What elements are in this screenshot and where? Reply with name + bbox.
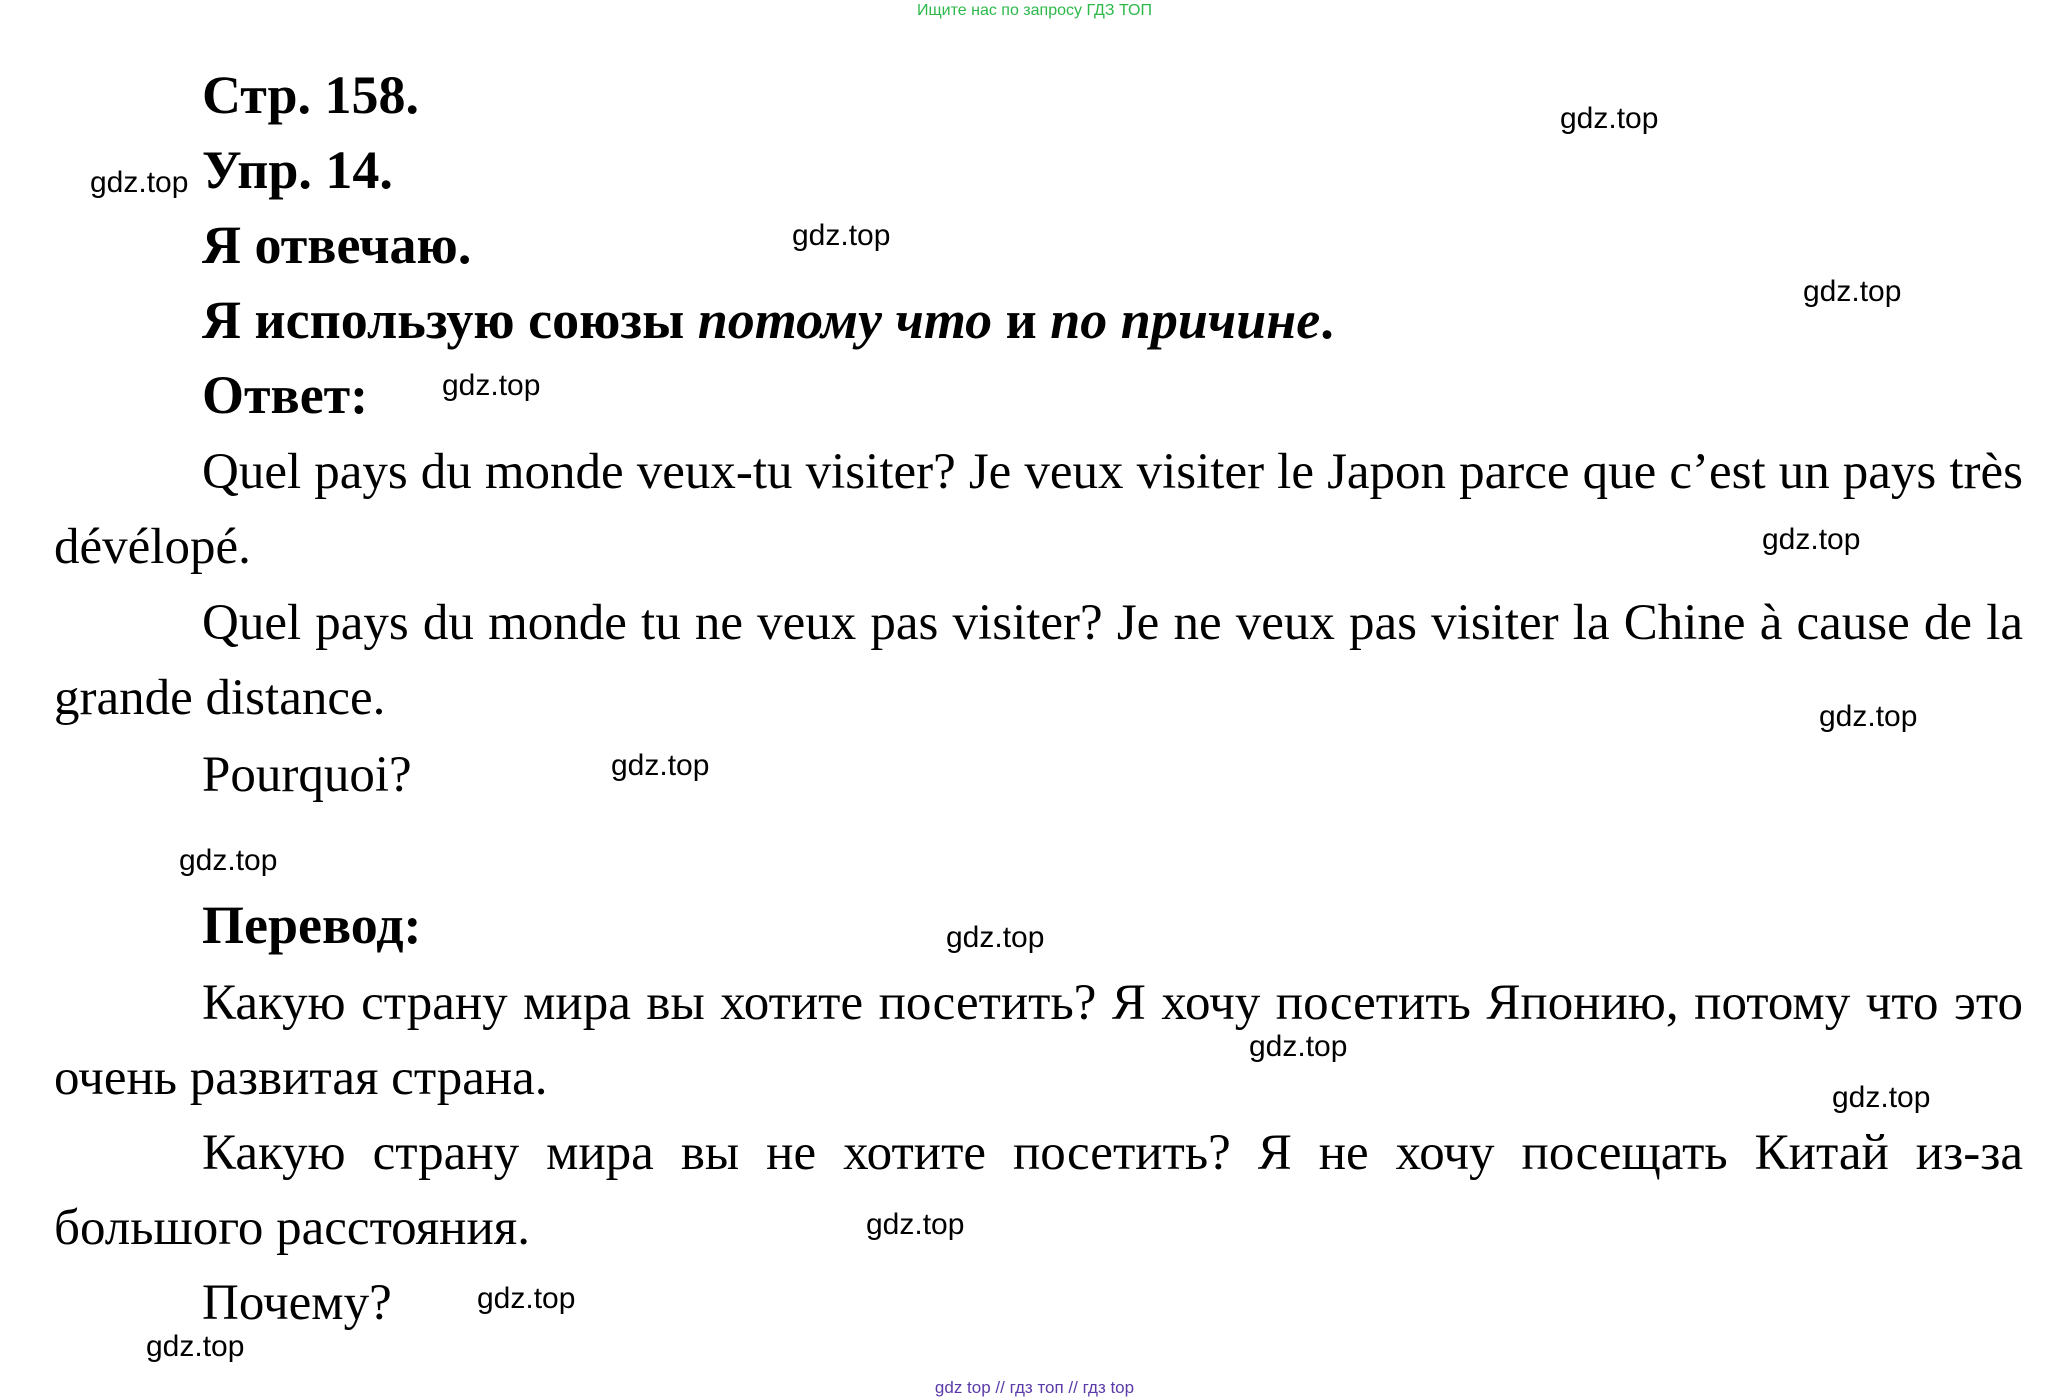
task-instruction	[202, 290, 1334, 350]
watermark: gdz.top	[611, 749, 710, 782]
conjunction-po-prichine: по причине	[1050, 290, 1321, 350]
watermark: gdz.top	[946, 921, 1045, 954]
watermark: gdz.top	[1249, 1030, 1348, 1063]
watermark: gdz.top	[1560, 102, 1659, 135]
exercise-number: Упр. 14.	[202, 140, 393, 200]
watermark: gdz.top	[792, 219, 891, 252]
top-banner: Ищите нас по запросу ГДЗ ТОП	[917, 2, 1152, 19]
answer-heading: Ответ:	[202, 365, 369, 425]
answer-paragraph-2: Quel pays du monde tu ne veux pas visiter? Je ne veux pas visiter la Chine à cause de la grande distance.	[54, 595, 2023, 726]
watermark: gdz.top	[146, 1330, 245, 1363]
translation-paragraph-3: Почему?	[202, 1275, 392, 1331]
watermark: gdz.top	[1762, 523, 1861, 556]
task-instruction-part3: .	[1320, 290, 1334, 350]
watermark: gdz.top	[90, 166, 189, 199]
watermark: gdz.top	[179, 844, 278, 877]
task-instruction-part2: и	[992, 290, 1051, 350]
watermark: gdz.top	[442, 369, 541, 402]
task-instruction-part1: Я использую союзы	[202, 290, 698, 350]
translation-paragraph-2: Какую страну мира вы не хотите посетить? Я не хочу посещать Китай из-за большого расстояния.	[54, 1125, 2023, 1256]
footer-links: gdz top // гдз топ // гдз top	[934, 1378, 1135, 1397]
watermark: gdz.top	[1819, 700, 1918, 733]
watermark: gdz.top	[866, 1208, 965, 1241]
conjunction-potomu-chto: потому что	[697, 290, 993, 350]
answer-paragraph-3: Pourquoi?	[202, 747, 412, 803]
translation-heading: Перевод:	[202, 895, 422, 955]
translation-paragraph-1: Какую страну мира вы хотите посетить? Я хочу посетить Японию, потому что это очень развитая страна.	[54, 975, 2023, 1106]
watermark: gdz.top	[1832, 1081, 1931, 1114]
task-title: Я отвечаю.	[202, 215, 472, 275]
answer-paragraph-1: Quel pays du monde veux-tu visiter? Je veux visiter le Japon parce que c’est un pays très dévélopé.	[54, 444, 2023, 575]
watermark: gdz.top	[1803, 275, 1902, 308]
watermark: gdz.top	[477, 1282, 576, 1315]
page-reference: Стр. 158.	[202, 65, 420, 125]
